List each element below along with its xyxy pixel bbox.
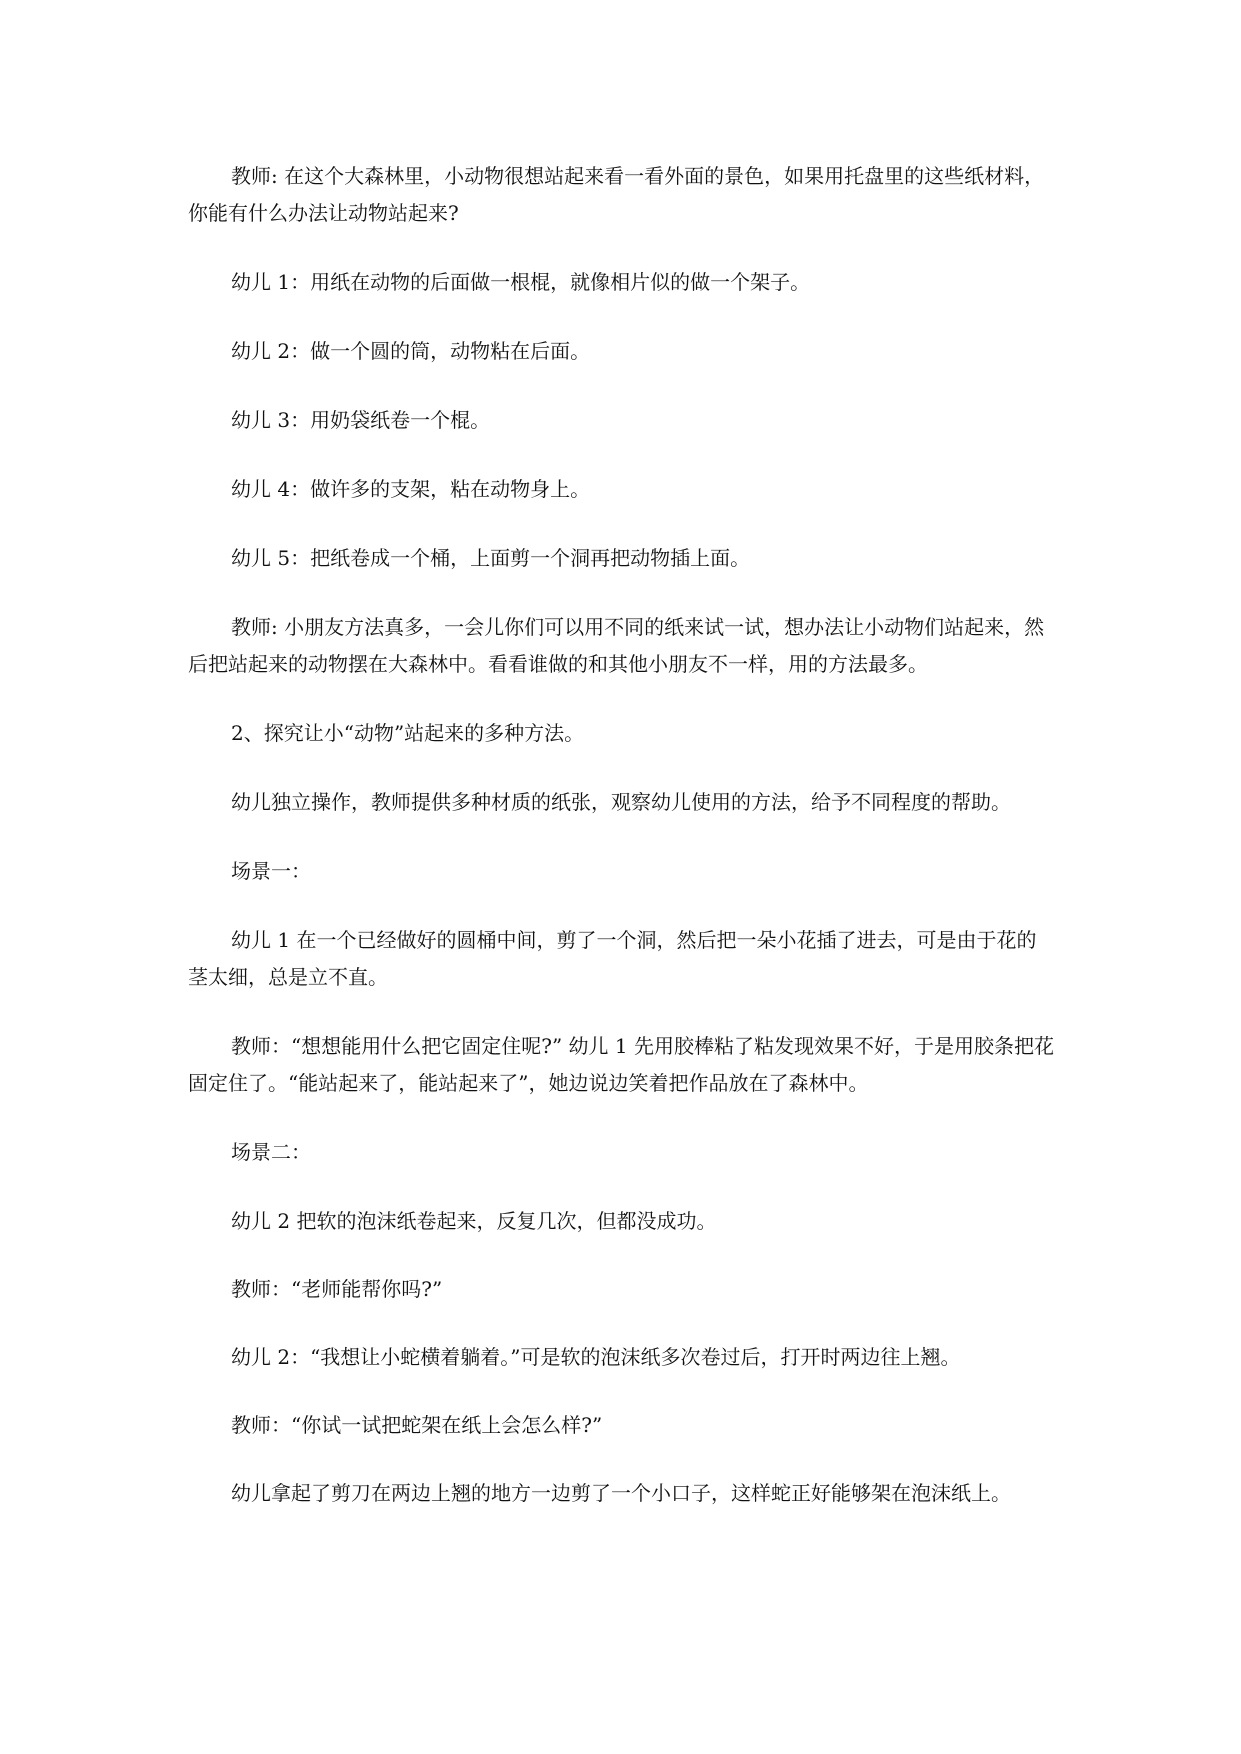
paragraph-child-4: 幼儿 4：做许多的支架，粘在动物身上。 (231, 477, 591, 501)
document-body (188, 158, 1056, 1544)
paragraph-scene-one: 场景一： (231, 859, 311, 883)
paragraph-teacher-question: 教师: 在这个大森林里，小动物很想站起来看一看外面的景色，如果用托盘里的这些纸材料，你能有什么办法让动物站起来? (188, 164, 1045, 225)
paragraph-child-2: 幼儿 2：做一个圆的筒，动物粘在后面。 (231, 339, 591, 363)
paragraph-scene-two: 场景二： (231, 1140, 311, 1164)
paragraph-child-5: 幼儿 5：把纸卷成一个桶，上面剪一个洞再把动物插上面。 (231, 546, 751, 570)
paragraph-scene-two-child: 幼儿 2 把软的泡沫纸卷起来，反复几次，但都没成功。 (231, 1209, 717, 1233)
paragraph-scene-one-child: 幼儿 1 在一个已经做好的圆桶中间，剪了一个洞，然后把一朵小花插了进去，可是由于花的茎太细，总是立不直。 (188, 928, 1037, 989)
paragraph-independent-operation: 幼儿独立操作，教师提供多种材质的纸张，观察幼儿使用的方法，给予不同程度的帮助。 (231, 790, 1011, 814)
paragraph-child-1: 幼儿 1：用纸在动物的后面做一根棍，就像相片似的做一个架子。 (231, 270, 811, 294)
paragraph-scene-one-teacher: 教师：“想想能用什么把它固定住呢?” 幼儿 1 先用胶棒粘了粘发现效果不好，于是用胶条把花固定住了。“能站起来了，能站起来了”，她边说边笑着把作品放在了森林中。 (188, 1034, 1054, 1095)
paragraph-scene-two-teacher-suggestion: 教师：“你试一试把蛇架在纸上会怎么样?” (231, 1413, 603, 1437)
paragraph-teacher-response: 教师: 小朋友方法真多，一会儿你们可以用不同的纸来试一试，想办法让小动物们站起来，然后把站起来的动物摆在大森林中。看看谁做的和其他小朋友不一样，用的方法最多。 (188, 615, 1045, 676)
paragraph-scene-two-child-reply: 幼儿 2：“我想让小蛇横着躺着。”可是软的泡沫纸多次卷过后，打开时两边往上翘。 (231, 1345, 961, 1369)
paragraph-scene-two-teacher-offer: 教师：“老师能帮你吗?” (231, 1277, 443, 1301)
paragraph-child-3: 幼儿 3：用奶袋纸卷一个棍。 (231, 408, 491, 432)
paragraph-scene-two-resolution: 幼儿拿起了剪刀在两边上翘的地方一边剪了一个小口子，这样蛇正好能够架在泡沫纸上。 (231, 1481, 1011, 1505)
paragraph-section-2: 2、探究让小“动物”站起来的多种方法。 (231, 721, 585, 745)
